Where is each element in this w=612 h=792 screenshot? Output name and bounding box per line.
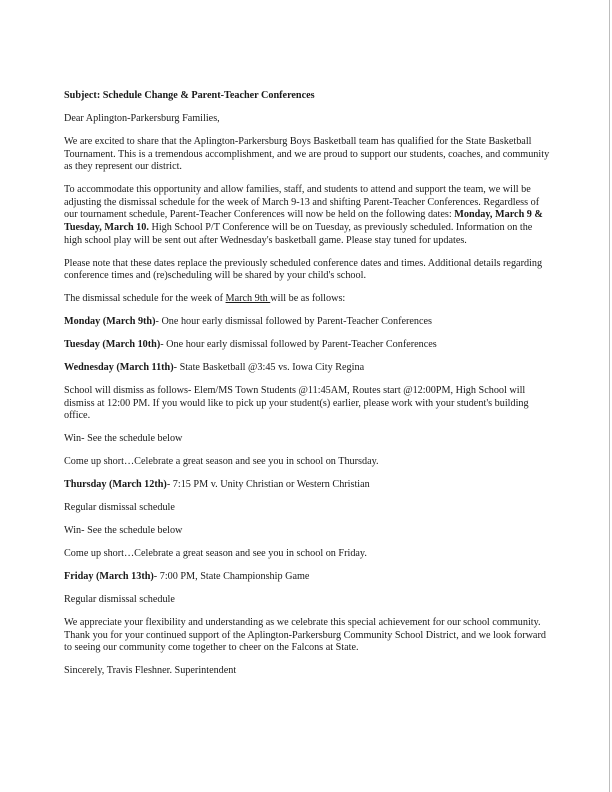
wednesday-schedule bbox=[64, 362, 552, 375]
letter-subject: Subject: Schedule Change & Parent-Teacher Conferences bbox=[64, 90, 315, 101]
conference-dates: Monday, March 9 & Tuesday, March 10. bbox=[64, 209, 543, 233]
signature: Sincerely, Travis Fleshner. Superintendent bbox=[64, 665, 237, 677]
tuesday-schedule bbox=[64, 339, 552, 352]
friday-schedule bbox=[64, 571, 552, 584]
friday-label: Friday (March 13th) bbox=[64, 571, 154, 583]
intro-paragraph: We are excited to share that the Aplington-Parkersburg Boys Basketball team has qualified for the State Basketball Tournament. This is a tremendous accomplishment, and we are proud to support our students, coaches, and community as they represent our district. bbox=[64, 135, 550, 173]
letter-greeting: Dear Aplington-Parkersburg Families, bbox=[64, 112, 220, 124]
thursday-label: Thursday (March 12th) bbox=[64, 479, 167, 491]
monday-text: - One hour early dismissal followed by Parent-Teacher Conferences bbox=[155, 316, 433, 328]
closing-paragraph: We appreciate your flexibility and understanding as we celebrate this special achievement for our school community. Thank you for your continued support of the Aplington-Parkersburg Community School District, and we look forward to seeing our community come together to cheer on the Falcons at State. bbox=[64, 617, 546, 654]
come-up-short-note-2: Come up short…Celebrate a great season and see you in school on Friday. bbox=[64, 548, 367, 560]
wednesday-label: Wednesday (March 11th) bbox=[64, 362, 174, 374]
come-up-short-note-1: Come up short…Celebrate a great season and see you in school on Thursday. bbox=[64, 456, 379, 468]
letter-body bbox=[64, 90, 552, 688]
accommodate-text: To accommodate this opportunity and allow families, staff, and students to attend and support the team, we will be adjusting the dismissal schedule for the week of March 9-13 and shifting Parent-Teacher Conferences. Regardless of our tournament schedule, Parent-Teacher Conferences will now be held on the following dates: bbox=[64, 184, 540, 221]
dismissal-intro-before: The dismissal schedule for the week of bbox=[64, 293, 226, 305]
friday-text: - 7:00 PM, State Championship Game bbox=[153, 571, 310, 583]
school-dismiss-paragraph: School will dismiss as follows- Elem/MS Town Students @11:45AM, Routes start @12:00PM, High School will dismiss at 12:00 PM. If you would like to pick up your student(s) earlier, please work with your student's building office. bbox=[64, 385, 529, 422]
thursday-text: - 7:15 PM v. Unity Christian or Western Christian bbox=[166, 479, 370, 491]
regular-dismissal-1: Regular dismissal schedule bbox=[64, 502, 175, 514]
win-note-1: Win- See the schedule below bbox=[64, 433, 183, 445]
wednesday-text: - State Basketball @3:45 vs. Iowa City Regina bbox=[173, 362, 365, 374]
dismissal-intro-date: March 9th bbox=[225, 293, 271, 305]
accommodate-rest: High School P/T Conference will be on Tuesday, as previously scheduled. Information on the high school play will be sent out after Wednesday's basketball game. Please stay tuned for updates. bbox=[64, 221, 533, 246]
replace-note-paragraph: Please note that these dates replace the previously scheduled conference dates and times. Additional details regarding conference times and (re)scheduling will be shared by your child's school. bbox=[64, 257, 543, 282]
thursday-schedule bbox=[64, 479, 552, 492]
tuesday-text: - One hour early dismissal followed by Parent-Teacher Conferences bbox=[160, 339, 437, 351]
tuesday-label: Tuesday (March 10th) bbox=[64, 339, 161, 351]
regular-dismissal-2: Regular dismissal schedule bbox=[64, 594, 175, 606]
dismissal-intro-after: will be as follows: bbox=[270, 293, 346, 305]
monday-schedule bbox=[64, 316, 552, 329]
dismissal-intro bbox=[64, 293, 552, 306]
accommodate-paragraph bbox=[64, 184, 552, 247]
win-note-2: Win- See the schedule below bbox=[64, 525, 183, 537]
page-edge-line bbox=[609, 0, 610, 792]
monday-label: Monday (March 9th) bbox=[64, 316, 156, 328]
